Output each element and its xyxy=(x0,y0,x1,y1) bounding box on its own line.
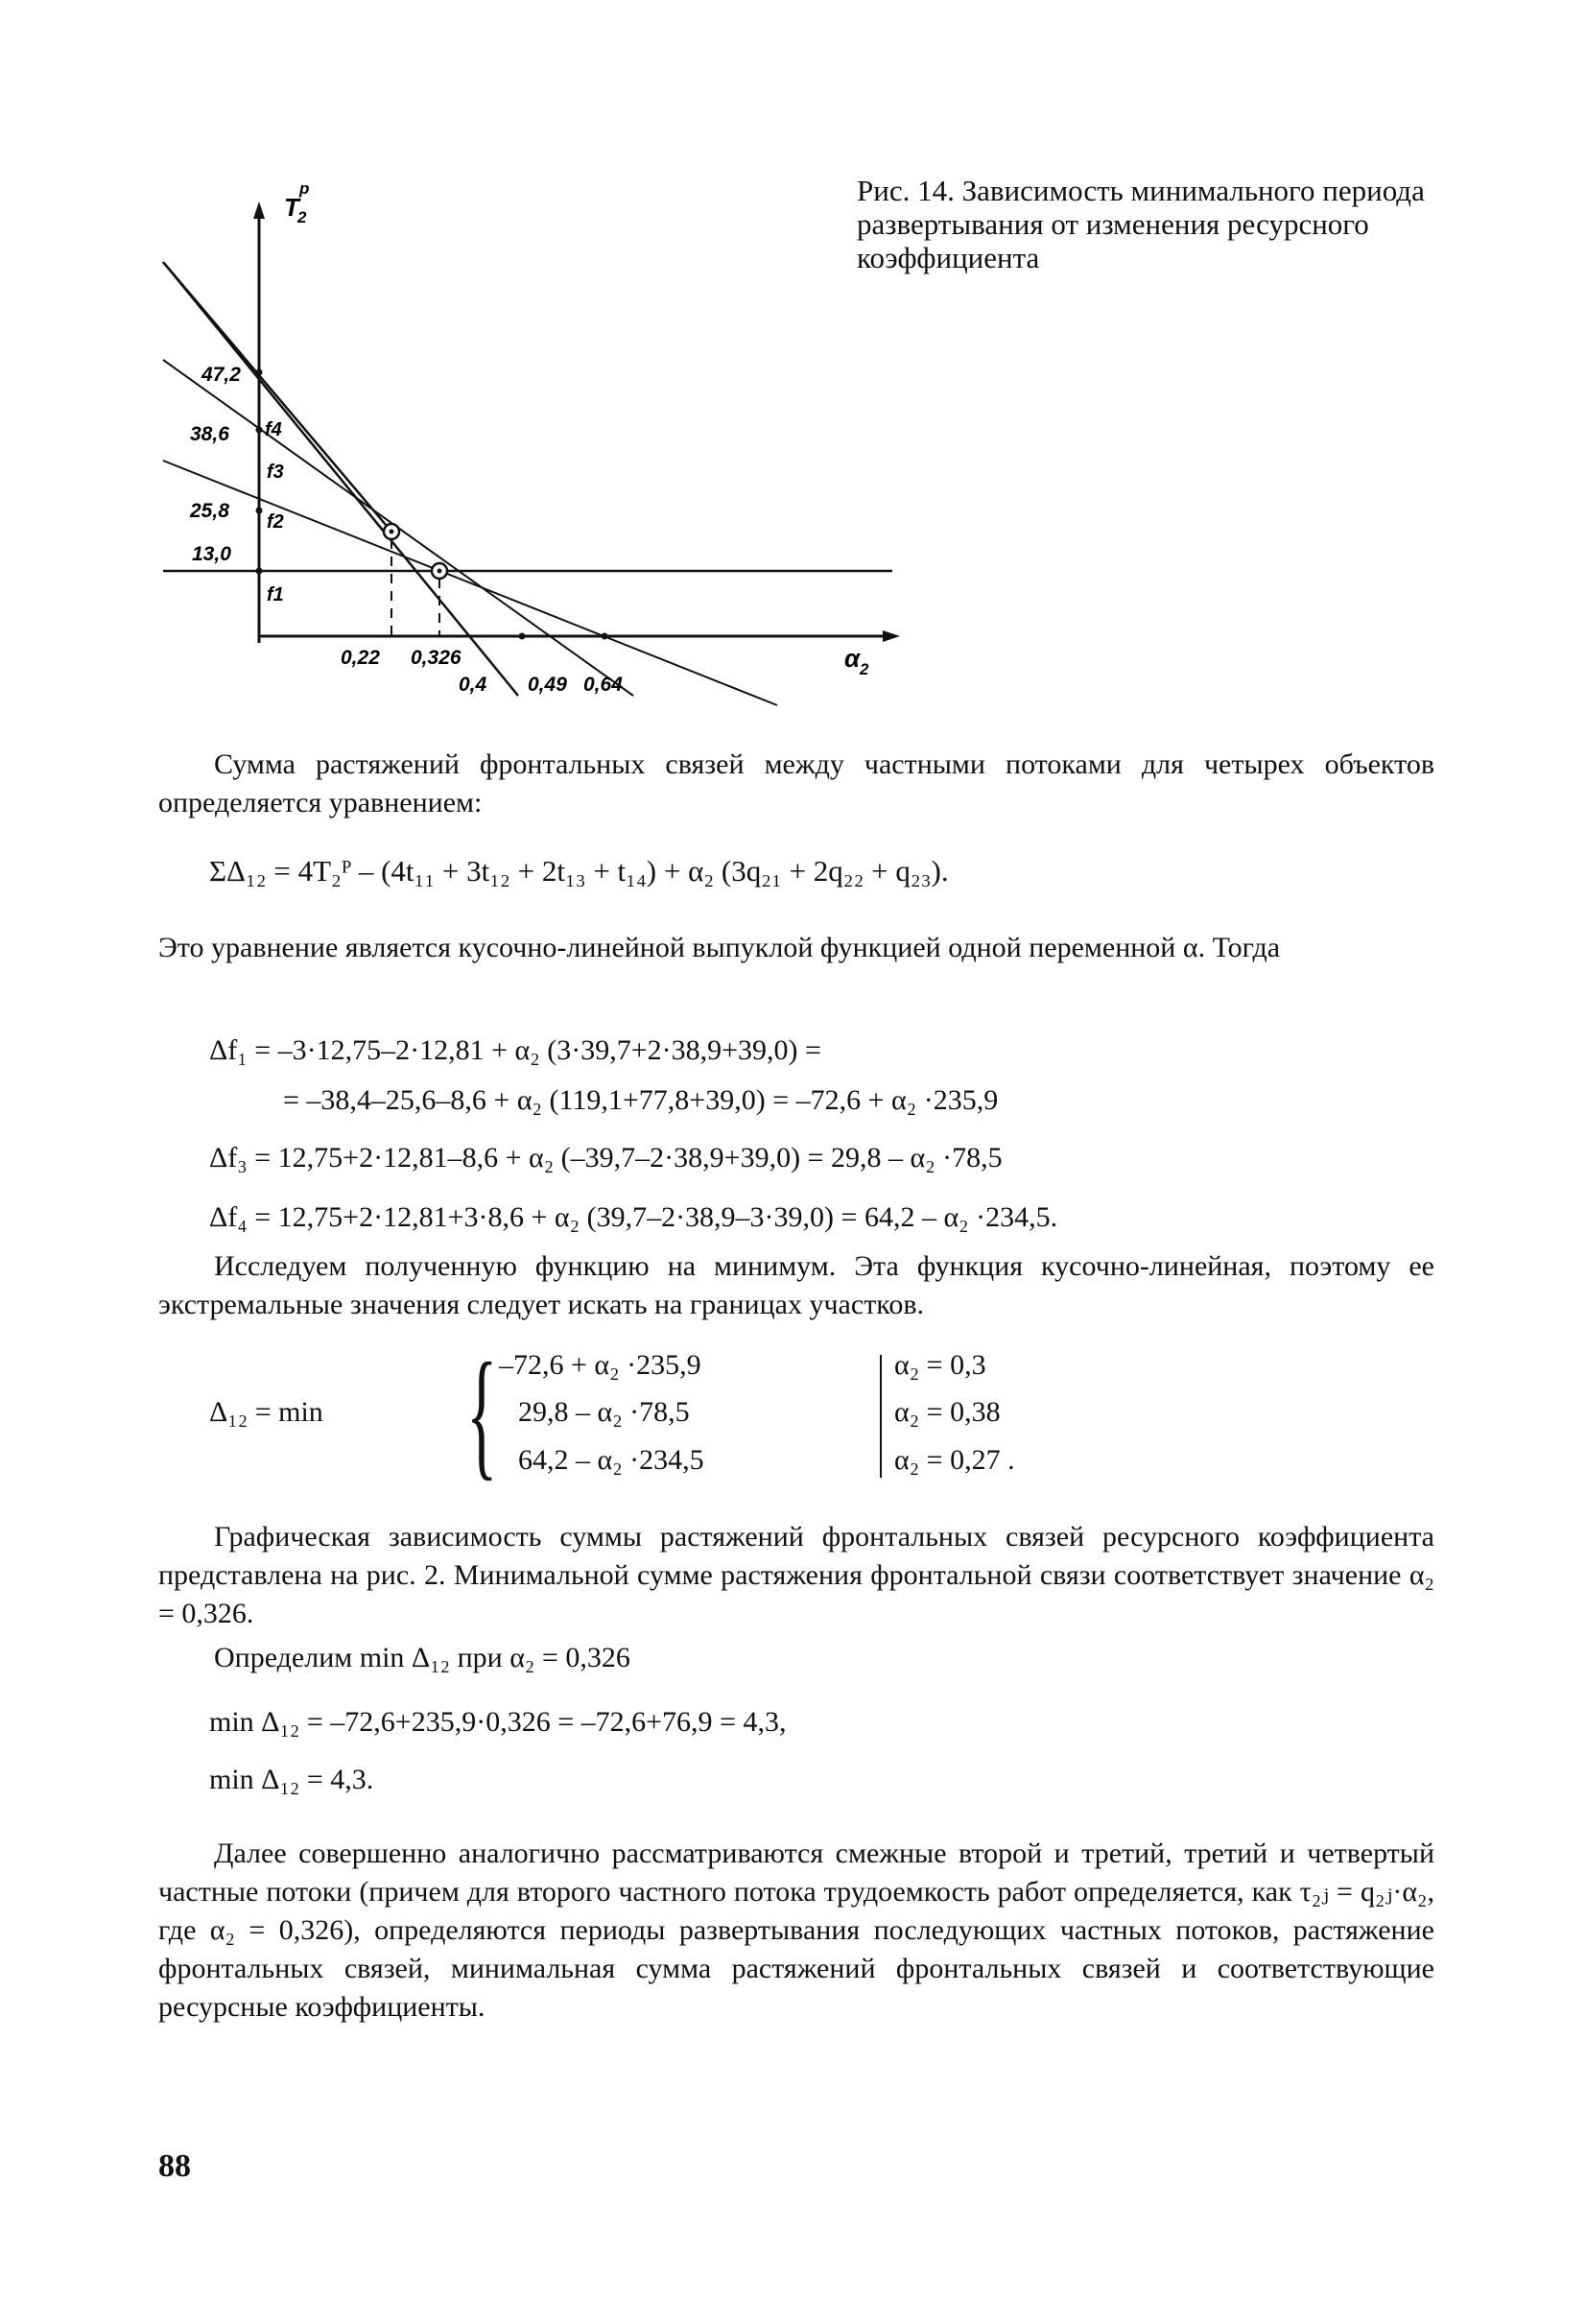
paragraph-sum-intro: Сумма растяжений фронтальных связей между частными потоками для четырех объектов определяется уравнением: xyxy=(158,748,1434,818)
y-tick-label: 13,0 xyxy=(192,543,231,565)
condition-3: α₂ = 0,27 . xyxy=(894,1444,1015,1476)
line-f4-upper xyxy=(163,262,391,532)
min-row-1: –72,6 + α₂ ·235,9 xyxy=(499,1349,701,1381)
min-row-3: 64,2 – α₂ ·234,5 xyxy=(518,1444,704,1476)
line-label-f3: f3 xyxy=(267,462,284,483)
x-tick-label: 0,22 xyxy=(341,647,380,669)
equation-line-3: Δf₃ = 12,75+2·12,81–8,6 + α₂ (–39,7–2·38,9+39,0) = 29,8 – α₂ ·78,5 xyxy=(209,1142,1003,1174)
paragraph-further: Далее совершенно аналогично рассматриваются смежные второй и третий, третий и четвертый частные потоки (причем для второго частного потока трудоемкость работ определяется, как τ₂ⱼ = q₂ⱼ·α₂, где α₂ = 0,326), определяются периоды развертывания последующих частных потоков, растяжение фронтальных связей, минимальная сумма растяжений фронтальных связей и соответствующие ресурсные коэффициенты. xyxy=(158,1838,1434,2023)
condition-bar xyxy=(880,1355,882,1478)
page-number: 88 xyxy=(158,2148,191,2184)
y-axis-sup: p xyxy=(299,179,310,198)
line-label-f4: f4 xyxy=(265,419,282,440)
condition-2: α₂ = 0,38 xyxy=(894,1396,1001,1428)
paragraph-graph: Графическая зависимость суммы растяжений фронтальных связей ресурсного коэффициента представлена на рис. 2. Минимальной сумме растяжения фронтальной связи соответствует значение α₂ = 0,326. xyxy=(158,1521,1434,1629)
equation-line-2: = –38,4–25,6–8,6 + α₂ (119,1+77,8+39,0) = –72,6 + α₂ ·235,9 xyxy=(283,1084,999,1116)
paragraph-minimum: Исследуем полученную функцию на минимум. Эта функция кусочно-линейная, поэтому ее экстремальные значения следует искать на границах участков. xyxy=(158,1250,1434,1320)
figure-graph xyxy=(154,163,921,720)
line-label-f1: f1 xyxy=(267,584,284,605)
equation-line-1: Δf₁ = –3·12,75–2·12,81 + α₂ (3·39,7+2·38,9+39,0) = xyxy=(209,1034,821,1066)
left-brace: { xyxy=(466,1334,498,1493)
intersection-point-2-dot xyxy=(438,569,442,574)
y-tick-label: 38,6 xyxy=(190,423,229,445)
figure-caption: Рис. 14. Зависимость минимального периода развертывания от изменения ресурсного коэффициента xyxy=(857,174,1425,274)
y-tick-label: 47,2 xyxy=(201,364,241,386)
y-tick-dot-4 xyxy=(256,568,263,575)
x-axis-label: α xyxy=(844,644,861,673)
y-tick-label: 25,8 xyxy=(190,500,229,522)
condition-1: α₂ = 0,3 xyxy=(894,1349,986,1381)
min-row-2: 29,8 – α₂ ·78,5 xyxy=(518,1396,690,1428)
x-tick-label: 0,326 xyxy=(411,647,462,669)
y-tick-dot-3 xyxy=(256,508,263,514)
line-f4 xyxy=(163,262,518,696)
line-label-f2: f2 xyxy=(267,511,284,533)
y-tick-dot-2 xyxy=(256,427,263,434)
paragraph-convex: Это уравнение является кусочно-линейной выпуклой функцией одной переменной α. Тогда xyxy=(158,932,1281,963)
x-tick-dot-04 xyxy=(519,633,526,640)
min-calc-1: min Δ₁₂ = –72,6+235,9·0,326 = –72,6+76,9 = 4,3, xyxy=(209,1706,787,1738)
x-tick-label: 0,4 xyxy=(459,674,487,696)
min-system-lhs: Δ₁₂ = min xyxy=(209,1396,323,1428)
line-f2 xyxy=(163,461,777,705)
min-calc-2: min Δ₁₂ = 4,3. xyxy=(209,1764,374,1795)
y-axis-label: T xyxy=(284,193,299,222)
y-tick-dot-1 xyxy=(256,369,263,376)
x-tick-label: 0,64 xyxy=(583,674,623,696)
x-tick-label: 0,49 xyxy=(528,674,567,696)
y-axis-arrow xyxy=(253,202,265,219)
equation-line-4: Δf₄ = 12,75+2·12,81+3·8,6 + α₂ (39,7–2·38,9–3·39,0) = 64,2 – α₂ ·234,5. xyxy=(209,1201,1058,1233)
x-axis-sub: 2 xyxy=(860,660,869,678)
x-axis-arrow xyxy=(883,630,900,642)
y-axis-sub: 2 xyxy=(297,208,307,226)
intersection-point-1-dot xyxy=(390,530,394,534)
equation-sum: ΣΔ₁₂ = 4T₂ᴾ – (4t₁₁ + 3t₁₂ + 2t₁₃ + t₁₄) + α₂ (3q₂₁ + 2q₂₂ + q₂₃). xyxy=(209,854,949,888)
paragraph-determine: Определим min Δ₁₂ при α₂ = 0,326 xyxy=(214,1642,630,1673)
x-tick-dot-064 xyxy=(602,633,608,640)
